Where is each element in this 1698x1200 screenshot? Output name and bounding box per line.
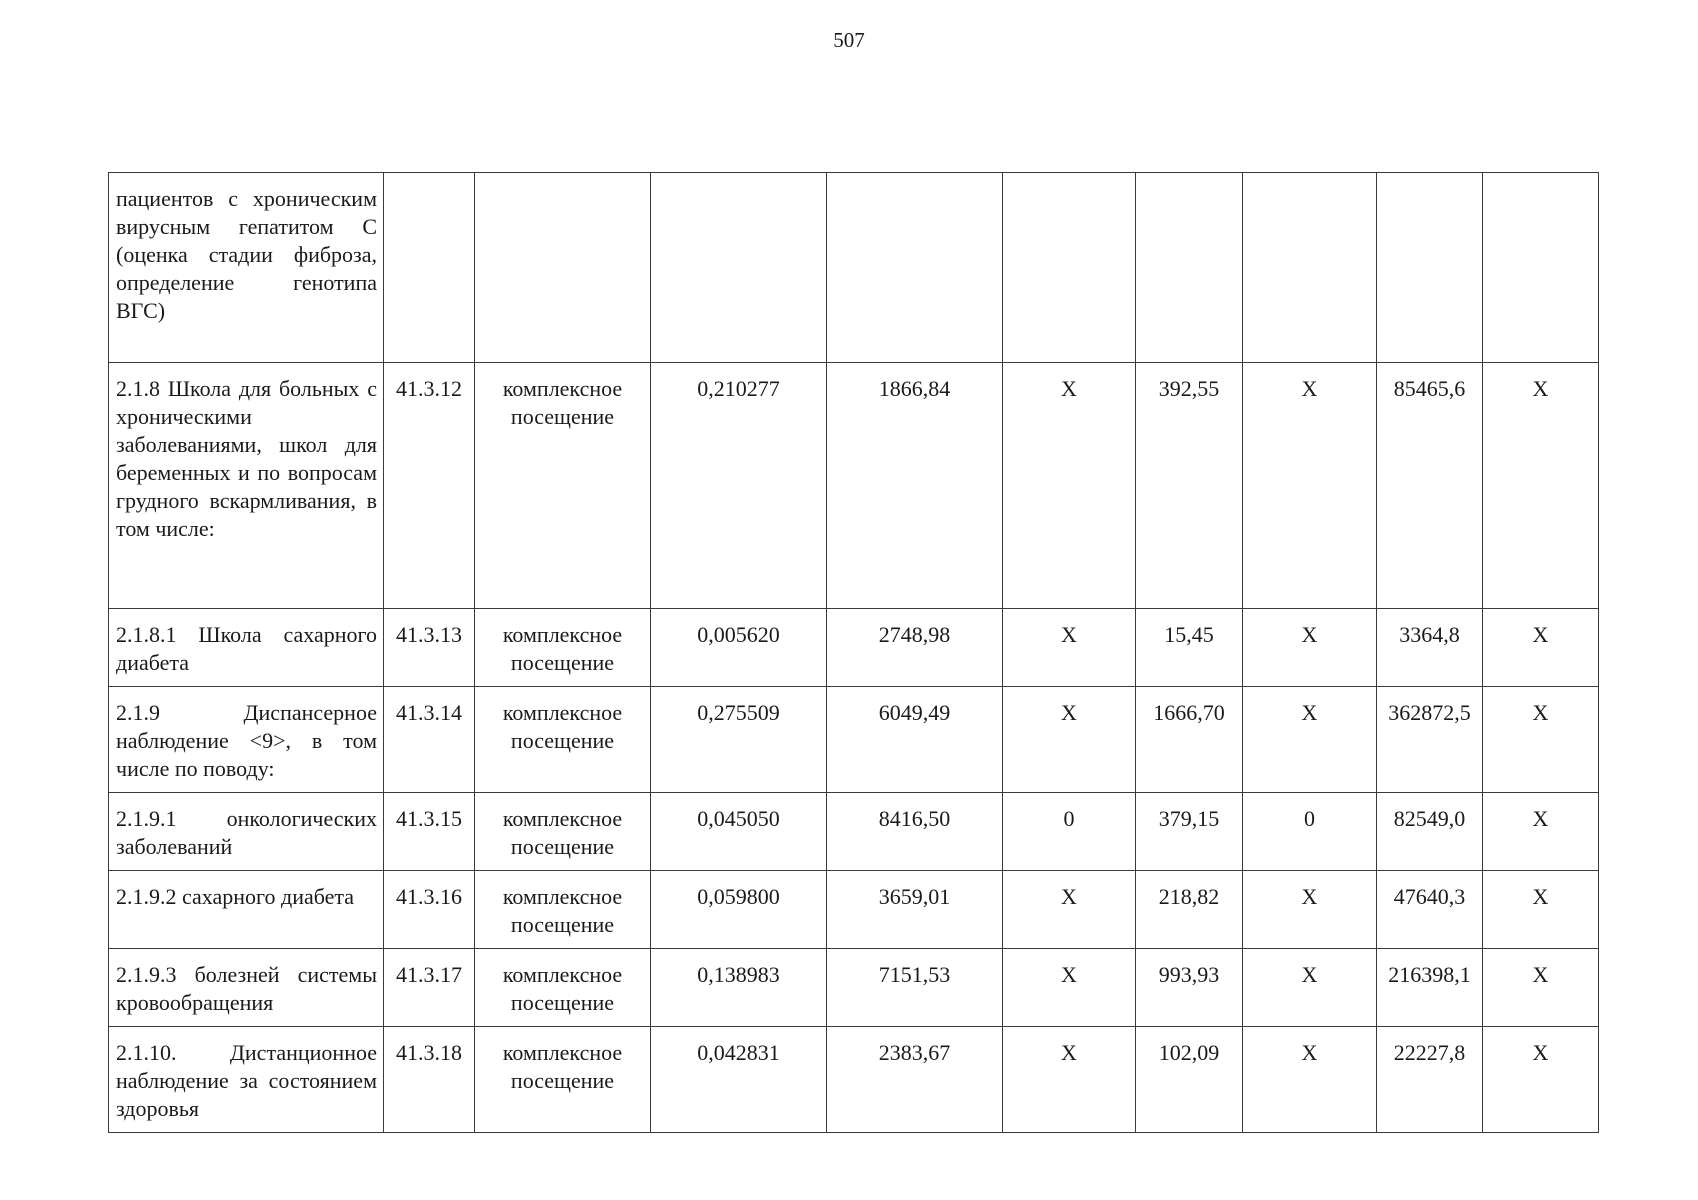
row-value-cell: 0,005620 <box>651 609 827 687</box>
row-value-cell: 22227,8 <box>1377 1027 1483 1133</box>
row-value-cell: 2748,98 <box>827 609 1003 687</box>
row-name-cell: 2.1.10. Дистанционное наблюдение за состоянием здоровья <box>109 1027 384 1133</box>
row-value-cell: 0,059800 <box>651 871 827 949</box>
row-name-cell: 2.1.9 Диспансерное наблюдение <9>, в том числе по поводу: <box>109 687 384 793</box>
row-value-cell: 0 <box>1003 793 1136 871</box>
row-value-cell: 3364,8 <box>1377 609 1483 687</box>
row-name-cell: 2.1.9.2 сахарного диабета <box>109 871 384 949</box>
row-value-cell: Х <box>1483 363 1599 609</box>
row-unit-cell: комплексное посещение <box>475 793 651 871</box>
table-row <box>109 793 1599 871</box>
row-value-cell <box>1377 173 1483 363</box>
row-value-cell: 0,042831 <box>651 1027 827 1133</box>
row-value-cell: Х <box>1243 609 1377 687</box>
row-value-cell: 15,45 <box>1136 609 1243 687</box>
row-value-cell: Х <box>1003 949 1136 1027</box>
row-value-cell <box>827 173 1003 363</box>
row-value-cell <box>1483 173 1599 363</box>
row-value-cell: 0,210277 <box>651 363 827 609</box>
row-value-cell: 82549,0 <box>1377 793 1483 871</box>
row-value-cell: Х <box>1003 871 1136 949</box>
row-name-cell: пациентов с хроническим вирусным гепатитом С (оценка стадии фиброза, определение генотипа ВГС) <box>109 173 384 363</box>
row-value-cell: Х <box>1483 793 1599 871</box>
row-value-cell: 1666,70 <box>1136 687 1243 793</box>
row-code-cell <box>384 173 475 363</box>
row-code-cell: 41.3.17 <box>384 949 475 1027</box>
row-name-cell: 2.1.8 Школа для больных с хроническими заболеваниями, школ для беременных и по вопросам грудного вскармливания, в том числе: <box>109 363 384 609</box>
row-value-cell: 85465,6 <box>1377 363 1483 609</box>
row-value-cell <box>1243 173 1377 363</box>
table-row <box>109 363 1599 609</box>
row-value-cell: Х <box>1483 609 1599 687</box>
row-code-cell: 41.3.18 <box>384 1027 475 1133</box>
row-value-cell: 2383,67 <box>827 1027 1003 1133</box>
row-value-cell <box>651 173 827 363</box>
row-unit-cell <box>475 173 651 363</box>
row-unit-cell: комплексное посещение <box>475 609 651 687</box>
row-value-cell: 7151,53 <box>827 949 1003 1027</box>
row-value-cell: 8416,50 <box>827 793 1003 871</box>
row-code-cell: 41.3.15 <box>384 793 475 871</box>
row-value-cell: 0,275509 <box>651 687 827 793</box>
row-code-cell: 41.3.16 <box>384 871 475 949</box>
row-value-cell: 1866,84 <box>827 363 1003 609</box>
row-value-cell: 6049,49 <box>827 687 1003 793</box>
row-unit-cell: комплексное посещение <box>475 871 651 949</box>
row-value-cell: 0,138983 <box>651 949 827 1027</box>
row-name-cell: 2.1.8.1 Школа сахарного диабета <box>109 609 384 687</box>
row-value-cell <box>1003 173 1136 363</box>
row-unit-cell: комплексное посещение <box>475 949 651 1027</box>
row-value-cell: 3659,01 <box>827 871 1003 949</box>
table-row <box>109 687 1599 793</box>
table-row <box>109 949 1599 1027</box>
row-value-cell: 218,82 <box>1136 871 1243 949</box>
row-value-cell: Х <box>1003 363 1136 609</box>
row-value-cell: 993,93 <box>1136 949 1243 1027</box>
row-code-cell: 41.3.12 <box>384 363 475 609</box>
row-value-cell: 0,045050 <box>651 793 827 871</box>
row-value-cell: Х <box>1003 687 1136 793</box>
row-unit-cell: комплексное посещение <box>475 1027 651 1133</box>
row-unit-cell: комплексное посещение <box>475 363 651 609</box>
row-value-cell: 379,15 <box>1136 793 1243 871</box>
table-row <box>109 1027 1599 1133</box>
table-row <box>109 609 1599 687</box>
row-value-cell <box>1136 173 1243 363</box>
row-value-cell: Х <box>1483 871 1599 949</box>
row-value-cell: Х <box>1003 609 1136 687</box>
row-value-cell: Х <box>1243 949 1377 1027</box>
row-value-cell: 392,55 <box>1136 363 1243 609</box>
row-unit-cell: комплексное посещение <box>475 687 651 793</box>
table-row <box>109 173 1599 363</box>
row-value-cell: 0 <box>1243 793 1377 871</box>
row-value-cell: Х <box>1483 687 1599 793</box>
row-value-cell: Х <box>1243 363 1377 609</box>
row-code-cell: 41.3.13 <box>384 609 475 687</box>
row-name-cell: 2.1.9.3 болезней системы кровообращения <box>109 949 384 1027</box>
row-value-cell: 102,09 <box>1136 1027 1243 1133</box>
row-name-cell: 2.1.9.1 онкологических заболеваний <box>109 793 384 871</box>
row-value-cell: 216398,1 <box>1377 949 1483 1027</box>
page-number: 507 <box>833 28 865 52</box>
row-value-cell: 47640,3 <box>1377 871 1483 949</box>
row-value-cell: 362872,5 <box>1377 687 1483 793</box>
row-value-cell: Х <box>1243 687 1377 793</box>
data-table <box>108 172 1599 1133</box>
table-row <box>109 871 1599 949</box>
row-value-cell: Х <box>1483 949 1599 1027</box>
row-value-cell: Х <box>1483 1027 1599 1133</box>
row-value-cell: Х <box>1243 1027 1377 1133</box>
row-code-cell: 41.3.14 <box>384 687 475 793</box>
row-value-cell: Х <box>1243 871 1377 949</box>
row-value-cell: Х <box>1003 1027 1136 1133</box>
